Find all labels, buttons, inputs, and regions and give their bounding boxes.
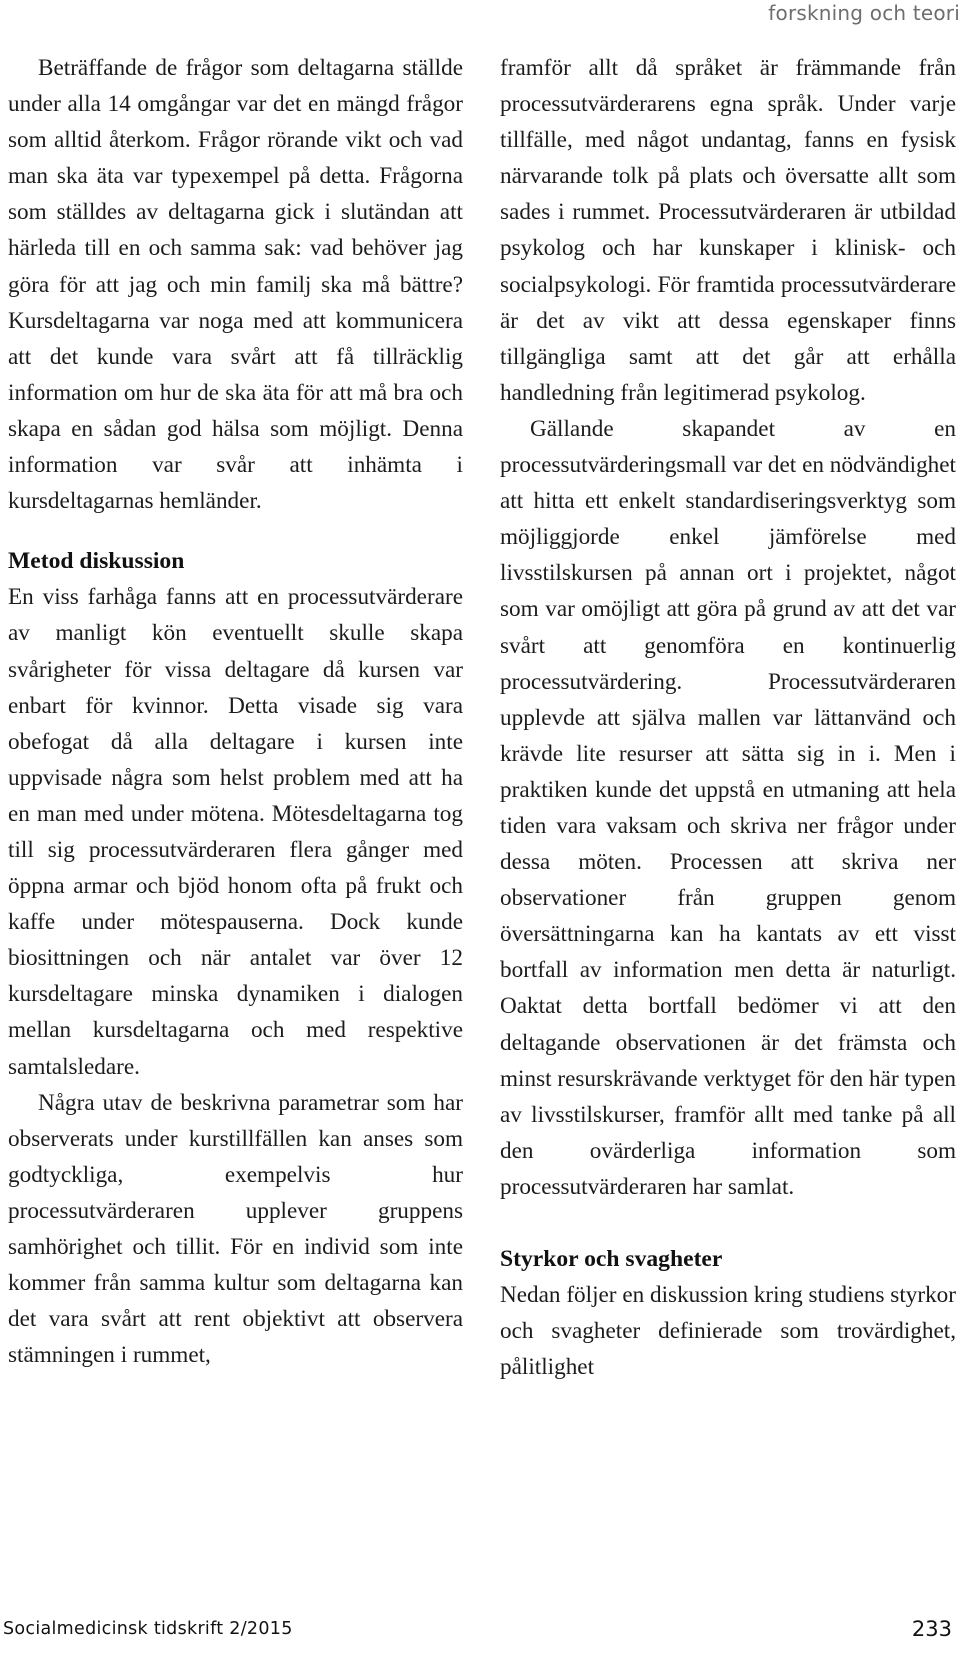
paragraph: Gällande skapandet av en processutvärderingsmall var det en nödvändighet att hitta ett enkelt standardiseringsverktyg som möjliggjorde enkel jämförelse med livsstilskursen på annan ort i projektet, något som var omöjligt att göra på grund av att det var svårt att genomföra en kontinuerlig processutvärdering. Processutvärderaren upplevde att själva mallen var lättanvänd och krävde lite resurser att sätta sig in i. Men i praktiken kunde det uppstå en utmaning att hela tiden vara vaksam och skriva ner frågor under dessa möten. Processen att skriva ner observationer från gruppen genom översättningarna kan ha kantats av ett visst bortfall av information men detta är naturligt. Oaktat detta bortfall bedömer vi att den deltagande observationen är det främsta och minst resurskrävande verktyget för den här typen av livsstilskurser, framför allt med tanke på all den ovärderliga information som processutvärderaren har samlat. [500, 415, 956, 1200]
paragraph: En viss farhåga fanns att en processutvärderare av manligt kön eventuellt skulle skapa svårigheter för vissa deltagare då kursen var enbart för kvinnor. Detta visade sig vara obefogat då alla deltagare i kursen inte uppvisade några som helst problem med att ha en man med under mötena. Mötesdeltagarna tog till sig processutvärderaren flera gånger med öppna armar och bjöd honom ofta på frukt och kaffe under mötespauserna. Dock kunde biosittningen och när antalet var över 12 kursdeltagare minska dynamiken i dialogen mellan kursdeltagarna och med respektive samtalsledare. [8, 584, 463, 1080]
page-number: 233 [911, 1617, 952, 1641]
section-heading: Styrkor och svagheter [500, 1246, 723, 1272]
section-heading: Metod diskussion [8, 548, 185, 575]
paragraph: Beträffande de frågor som deltagarna ställde under alla 14 omgångar var det en mängd frågor som alltid återkom. Frågor rörande vikt och vad man ska äta var typexempel på detta. Frågorna som ställdes av deltagarna gick i slutändan att härleda till en och samma sak: vad behöver jag göra för att jag och min familj ska må bättre? Kursdeltagarna var noga med att kommunicera att det kunde vara svårt att få tillräcklig information om hur de ska äta för att må bra och skapa en sådan god hälsa som möjligt. Denna information var svår att inhämta i kursdeltagarnas hemländer. [8, 55, 463, 515]
right-column [500, 50, 956, 1385]
paragraph: Några utav de beskrivna parametrar som har observerats under kurstillfällen kan anses som godtyckliga, exempelvis hur processutvärderaren upplever gruppens samhörighet och tillit. För en individ som inte kommer från samma kultur som deltagarna kan det vara svårt att rent objektivt att observera stämningen i rummet, [8, 1089, 463, 1369]
section-label: forskning och teori [768, 1, 960, 25]
paragraph: Nedan följer en diskussion kring studiens styrkor och svagheter definierade som trovärdighet, pålitlighet [500, 1282, 956, 1381]
paragraph: framför allt då språket är främmande från processutvärderarens egna språk. Under varje tillfälle, med något undantag, fanns en fysisk närvarande tolk på plats och översatte allt som sades i rummet. Processutvärderaren är utbildad psykolog och har kunskaper i klinisk- och socialpsykologi. För framtida processutvärderare är det av vikt att dessa egenskaper finns tillgängliga samt att det går att erhålla handledning från legitimerad psykolog. [500, 55, 956, 406]
left-column [8, 50, 463, 1373]
journal-footer: Socialmedicinsk tidskrift 2/2015 [3, 1619, 293, 1639]
